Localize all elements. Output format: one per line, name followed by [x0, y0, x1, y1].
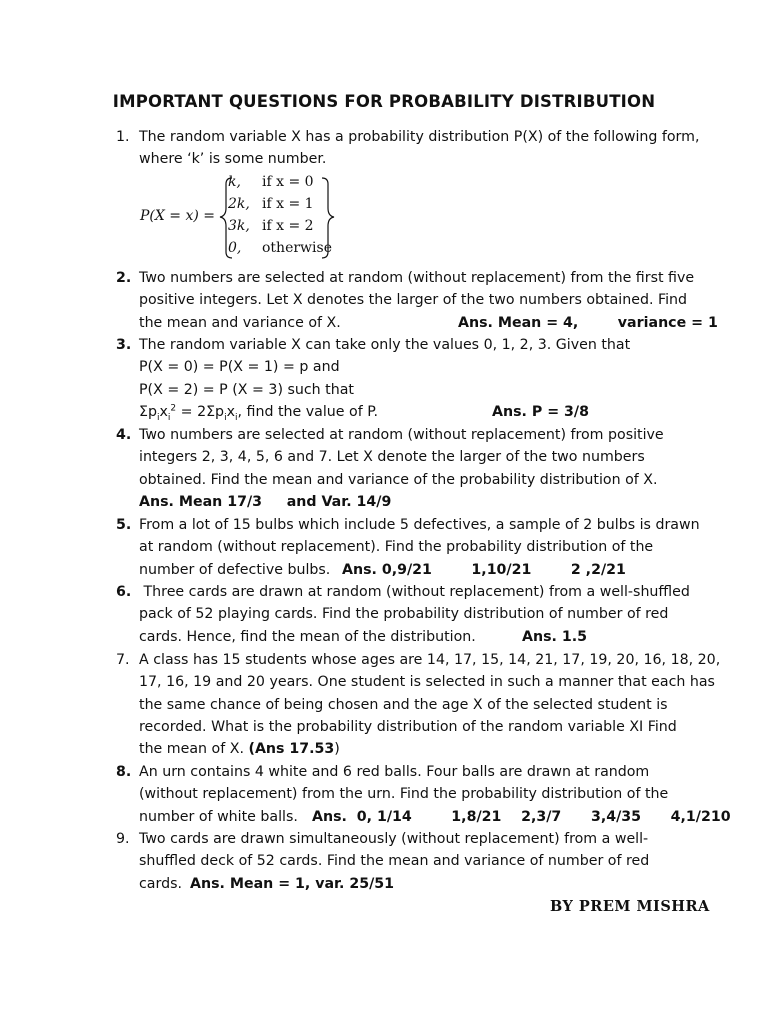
answer: (Ans 17.53 [248, 741, 335, 758]
question-text-line: at random (without replacement). Find the probability distribution of the [139, 539, 654, 556]
case-condition: if x = 2 [262, 218, 314, 234]
case-value: k, [228, 174, 241, 190]
formula-case [228, 196, 314, 212]
question-text-line: $\Sigma p_ix_i^2 = 2\Sigma p_ix_i$, find the value of P. [139, 403, 379, 423]
question-number: 6. [116, 584, 132, 600]
case-condition: if x = 1 [262, 196, 314, 212]
case-condition: otherwise [262, 240, 332, 256]
question-text-line: the mean and variance of X. [139, 314, 341, 331]
question-text-line: The random variable X can take only the values 0, 1, 2, 3. Given that [139, 337, 631, 353]
question-3 [116, 334, 728, 423]
case-value: 3k, [228, 218, 250, 234]
formula-lhs: P(X = x) = [140, 208, 216, 224]
question-number: 1. [116, 129, 130, 145]
question-number: 2. [116, 270, 132, 286]
question-1 [116, 126, 728, 171]
piecewise-formula [140, 172, 340, 262]
question-text-fragment: find the value of P. [246, 403, 379, 420]
question-text-line: obtained. Find the mean and variance of the probability distribution of X. [139, 471, 658, 488]
case-value: 2k, [228, 196, 250, 212]
question-text-line: From a lot of 15 bulbs which include 5 defectives, a sample of 2 bulbs is drawn [139, 517, 700, 533]
question-text-line: where ‘k’ is some number. [139, 151, 327, 168]
question-text-line: cards. Hence, find the mean of the distribution. [139, 628, 476, 645]
question-7 [116, 649, 728, 760]
question-number: 8. [116, 764, 132, 780]
answer: Ans. P = 3/8 [492, 403, 589, 420]
question-number: 5. [116, 517, 132, 533]
question-text-line: Two numbers are selected at random (without replacement) from positive [139, 427, 664, 443]
question-9 [116, 828, 728, 895]
question-number: 9. [116, 831, 130, 847]
question-6 [116, 581, 728, 648]
answer: Ans. Mean = 4, variance = 1 [458, 314, 718, 331]
question-text-line: recorded. What is the probability distribution of the random variable XI Find [139, 718, 677, 735]
question-text-line: P(X = 0) = P(X = 1) = p and [139, 359, 340, 376]
formula-case [228, 174, 314, 190]
question-text-line [139, 738, 728, 760]
answer: Ans. Mean = 1, var. 25/51 [190, 875, 395, 892]
question-text-line: positive integers. Let X denotes the larger of the two numbers obtained. Find [139, 292, 688, 309]
question-5 [116, 514, 728, 581]
case-condition: if x = 0 [262, 174, 314, 190]
question-number: 3. [116, 337, 132, 353]
question-text-line: Two numbers are selected at random (without replacement) from the first five [139, 270, 695, 286]
question-text-line: P(X = 2) = P (X = 3) such that [139, 381, 354, 398]
question-text-line: number of white balls. [139, 808, 298, 825]
question-text-line: The random variable X has a probability distribution P(X) of the following form, [139, 129, 700, 145]
question-number: 4. [116, 427, 132, 443]
question-text-line: (without replacement) from the urn. Find the probability distribution of the [139, 786, 669, 803]
question-text-line: Two cards are drawn simultaneously (without replacement) from a well- [139, 831, 649, 847]
answer: Ans. 0,9/21 1,10/21 2 ,2/21 [342, 561, 626, 578]
question-text-line: An urn contains 4 white and 6 red balls. Four balls are drawn at random [139, 764, 650, 780]
author-credit: BY PREM MISHRA [550, 898, 710, 915]
formula-case [228, 240, 332, 256]
question-text-fragment: the mean of X. [139, 741, 244, 758]
question-text-line: 17, 16, 19 and 20 years. One student is selected in such a manner that each has [139, 674, 715, 691]
question-8 [116, 761, 731, 828]
question-text-line: Three cards are drawn at random (without replacement) from a well-shuffled [139, 584, 690, 600]
question-text-line: cards. [139, 875, 182, 892]
answer: Ans. Mean 17/3 and Var. 14/9 [139, 493, 392, 510]
question-2 [116, 267, 728, 334]
question-number: 7. [116, 652, 130, 668]
question-text-line: the same chance of being chosen and the age X of the selected student is [139, 696, 668, 713]
question-text-line: shuffled deck of 52 cards. Find the mean and variance of number of red [139, 853, 650, 870]
formula-case [228, 218, 314, 234]
question-text-line: pack of 52 playing cards. Find the probability distribution of number of red [139, 606, 669, 623]
question-text-line: integers 2, 3, 4, 5, 6 and 7. Let X denote the larger of the two numbers [139, 449, 645, 466]
answer: Ans. 0, 1/14 1,8/21 2,3/7 3,4/35 4,1/210 [312, 808, 731, 825]
answer: Ans. 1.5 [522, 628, 587, 645]
question-4 [116, 424, 728, 513]
question-text-line: number of defective bulbs. [139, 561, 331, 578]
case-value: 0, [228, 240, 242, 256]
question-text-line: A class has 15 students whose ages are 14, 17, 15, 14, 21, 17, 19, 20, 16, 18, 20, [139, 652, 721, 668]
answer-close: ) [334, 741, 340, 758]
page-title: IMPORTANT QUESTIONS FOR PROBABILITY DISTRIBUTION [112, 92, 656, 111]
